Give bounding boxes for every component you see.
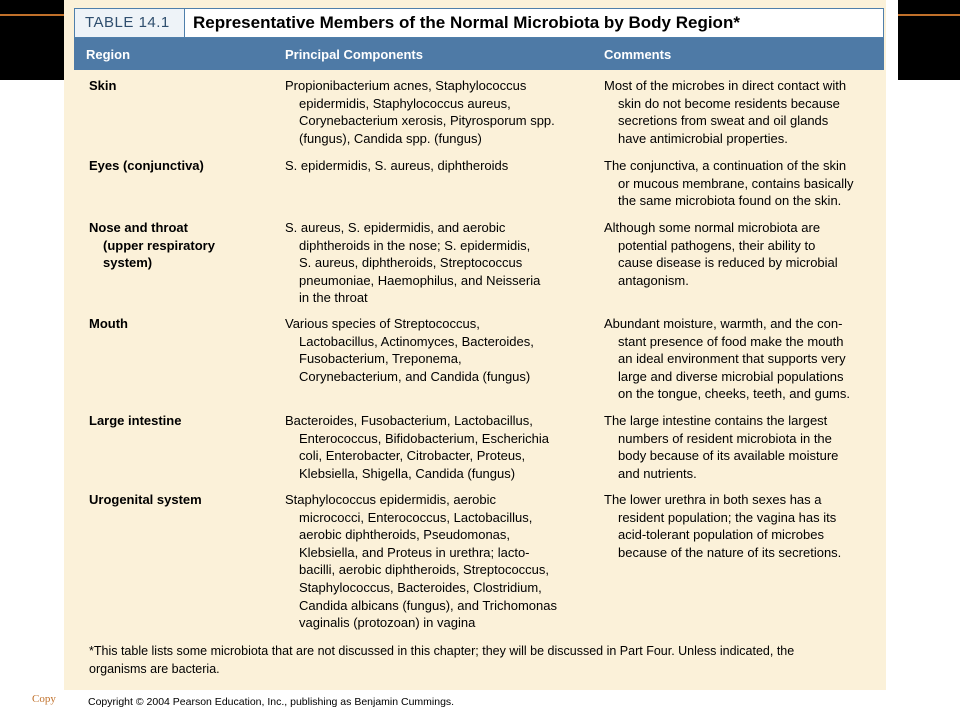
region-line: Skin	[89, 78, 117, 93]
comment-line: on the tongue, cheeks, teeth, and gums.	[618, 386, 850, 402]
component-line: pneumoniae, Haemophilus, and Neisseria	[299, 272, 541, 288]
comment-line: or mucous membrane, contains basically	[618, 175, 854, 191]
component-line: micrococci, Enterococcus, Lactobacillus,	[299, 509, 533, 525]
row-components	[285, 219, 585, 307]
comment-line: large and diverse microbial populations	[618, 368, 844, 384]
comment-line: an ideal environment that supports very	[618, 351, 846, 367]
row-components	[285, 315, 585, 385]
row-region	[89, 219, 269, 272]
component-line: vaginalis (protozoan) in vagina	[299, 615, 476, 631]
region-line: Eyes (conjunctiva)	[89, 158, 204, 173]
component-line: in the throat	[299, 290, 368, 306]
slide-accent-line-left	[0, 14, 64, 16]
table-image	[64, 0, 886, 708]
copyright-text: Copyright © 2004 Pearson Education, Inc., publishing as Benjamin Cummings.	[88, 696, 455, 708]
row-comments	[604, 315, 884, 403]
component-line: S. aureus, S. epidermidis, and aerobic	[285, 220, 506, 235]
comment-line: numbers of resident microbiota in the	[618, 430, 832, 446]
header-comments: Comments	[604, 47, 672, 62]
comment-line: Abundant moisture, warmth, and the con-	[604, 316, 843, 331]
component-line: Various species of Streptococcus,	[285, 316, 480, 331]
comment-line: because of the nature of its secretions.	[618, 544, 842, 560]
footnote-line: *This table lists some microbiota that are not discussed in this chapter; they will be discussed in Part Four. Unless indicated, the	[89, 644, 795, 658]
component-line: Fusobacterium, Treponema,	[299, 351, 462, 367]
region-line: Nose and throat	[89, 220, 188, 235]
component-line: Klebsiella, Shigella, Candida (fungus)	[299, 465, 516, 481]
comment-line: potential pathogens, their ability to	[618, 237, 816, 253]
row-comments	[604, 491, 884, 561]
slide-copyright-stub: Copy	[32, 693, 56, 705]
region-line: (upper respiratory	[103, 237, 215, 253]
header-region: Region	[86, 47, 131, 62]
table-header-row	[74, 38, 884, 70]
row-components	[285, 157, 585, 175]
component-line: Corynebacterium xerosis, Pityrosporum spp.	[299, 113, 555, 129]
component-line: diphtheroids in the nose; S. epidermidis,	[299, 237, 531, 253]
row-comments	[604, 157, 884, 210]
comment-line: cause disease is reduced by microbial	[618, 255, 838, 271]
comment-line: the same microbiota found on the skin.	[618, 193, 842, 209]
row-comments	[604, 412, 884, 482]
component-line: aerobic diphtheroids, Pseudomonas,	[299, 527, 511, 543]
table-title: Representative Members of the Normal Microbiota by Body Region*	[193, 13, 740, 32]
comment-line: acid-tolerant population of microbes	[618, 527, 824, 543]
component-line: Klebsiella, and Proteus in urethra; lacto-	[299, 544, 530, 560]
comment-line: body because of its available moisture	[618, 448, 839, 464]
slide-corner-left	[0, 0, 64, 80]
slide-accent-line-right	[898, 14, 960, 16]
component-line: epidermidis, Staphylococcus aureus,	[299, 95, 511, 111]
row-components	[285, 77, 585, 147]
comment-line: Most of the microbes in direct contact with	[604, 78, 847, 93]
row-region	[89, 157, 269, 175]
row-components	[285, 412, 585, 482]
row-comments	[604, 77, 884, 147]
comment-line: stant presence of food make the mouth	[618, 333, 844, 349]
region-line: Mouth	[89, 316, 128, 331]
comment-line: and nutrients.	[618, 465, 697, 481]
table-footnote	[89, 643, 794, 678]
comment-line: resident population; the vagina has its	[618, 509, 837, 525]
header-components: Principal Components	[285, 47, 423, 62]
component-line: Bacteroides, Fusobacterium, Lactobacillus,	[285, 413, 533, 428]
component-line: Staphylococcus, Bacteroides, Clostridium,	[299, 579, 542, 595]
region-line: system)	[103, 255, 153, 271]
row-comments	[604, 219, 884, 289]
component-line: Enterococcus, Bifidobacterium, Escherichia	[299, 430, 550, 446]
component-line: (fungus), Candida spp. (fungus)	[299, 130, 482, 146]
comment-line: The lower urethra in both sexes has a	[604, 492, 822, 507]
comment-line: Although some normal microbiota are	[604, 220, 821, 235]
comment-line: The conjunctiva, a continuation of the skin	[604, 158, 847, 173]
comment-line: antagonism.	[618, 272, 689, 288]
region-line: Urogenital system	[89, 492, 202, 507]
component-line: Staphylococcus epidermidis, aerobic	[285, 492, 496, 507]
row-region	[89, 412, 269, 430]
row-region	[89, 491, 269, 509]
component-line: coli, Enterobacter, Citrobacter, Proteus,	[299, 448, 526, 464]
component-line: Corynebacterium, and Candida (fungus)	[299, 368, 531, 384]
table-title-bar	[74, 8, 884, 38]
row-region	[89, 77, 269, 95]
row-region	[89, 315, 269, 333]
component-line: S. aureus, diphtheroids, Streptococcus	[299, 255, 523, 271]
component-line: Lactobacillus, Actinomyces, Bacteroides,	[299, 333, 534, 349]
component-line: S. epidermidis, S. aureus, diphtheroids	[285, 158, 509, 173]
component-line: Propionibacterium acnes, Staphylococcus	[285, 78, 527, 93]
table-number: TABLE 14.1	[75, 9, 185, 37]
comment-line: The large intestine contains the largest	[604, 413, 828, 428]
component-line: Candida albicans (fungus), and Trichomonas	[299, 597, 557, 613]
comment-line: have antimicrobial properties.	[618, 130, 788, 146]
row-components	[285, 491, 585, 632]
comment-line: secretions from sweat and oil glands	[618, 113, 829, 129]
slide-corner-right	[898, 0, 960, 80]
comment-line: skin do not become residents because	[618, 95, 840, 111]
footnote-line: organisms are bacteria.	[89, 661, 220, 676]
component-line: bacilli, aerobic diphtheroids, Streptococcus,	[299, 562, 550, 578]
region-line: Large intestine	[89, 413, 182, 428]
